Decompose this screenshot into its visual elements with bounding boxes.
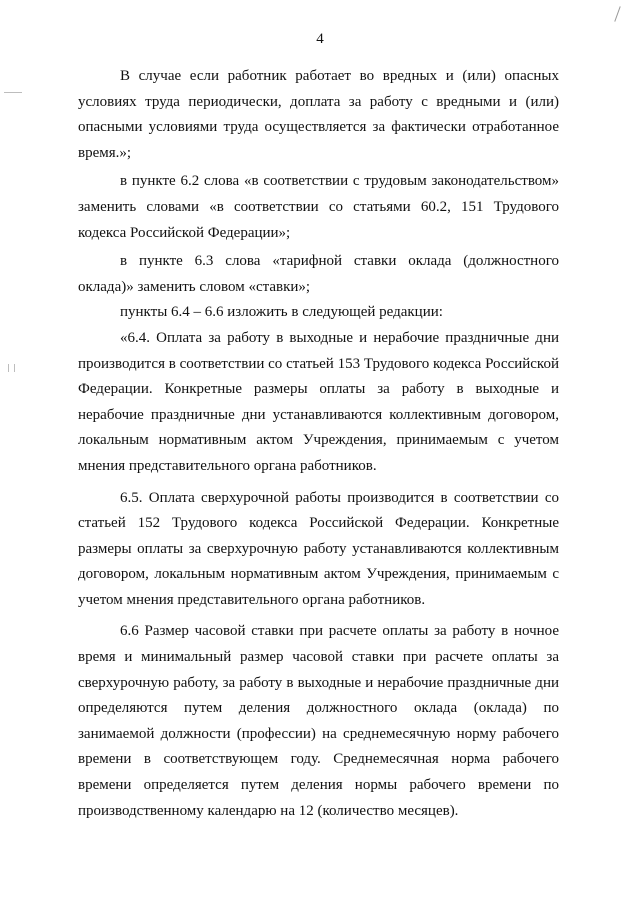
document-body — [78, 64, 559, 824]
paragraph-clause-6-6: 6.6 Размер часовой ставки при расчете оплаты за работу в ночное время и минимальный размер часовой ставки при расчете оплаты за сверхурочную работу, за работу в выходные и нерабочие праздничные дни определяются путем деления должностного оклада (оклада) по занимаемой должности (профессии) на среднемесячную норму рабочего времени в соответствующем году. Среднемесячная норма рабочего времени определяется путем деления нормы рабочего времени по производственному календарю на 12 (количество месяцев). — [78, 623, 559, 819]
page-number: 4 — [316, 31, 324, 47]
paragraph-clause-6-4: «6.4. Оплата за работу в выходные и нерабочие праздничные дни производится в соответствии со статьей 153 Трудового кодекса Российской Федерации. Конкретные размеры оплаты за работу в выходные и нерабочие праздничные дни устанавливаются коллективным договором, локальным нормативным актом Учреждения, принимаемым с учетом мнения представительного органа работников. — [78, 329, 559, 474]
scan-artifact — [4, 92, 22, 93]
paragraph-clause-6-5: 6.5. Оплата сверхурочной работы производится в соответствии со статьей 152 Трудового кодекса Российской Федерации. Конкретные размеры оплаты за сверхурочную работу устанавливаются коллективным договором, локальным нормативным актом Учреждения, принимаемым с учетом мнения представительного органа работников. — [78, 489, 559, 608]
scan-artifact — [8, 364, 9, 372]
paragraph-clauses-6-4-6-6-intro: пункты 6.4 – 6.6 изложить в следующей редакции: — [120, 304, 443, 321]
paragraph-hazardous-conditions: В случае если работник работает во вредных и (или) опасных условиях труда периодически, доплата за работу с вредными и (или) опасными условиями труда осуществляется за фактически отработанное время.»; — [78, 68, 559, 161]
paragraph-clause-6-3: в пункте 6.3 слова «тарифной ставки оклада (должностного оклада)» заменить словом «ставки»; — [78, 253, 559, 295]
paragraph-clause-6-2: в пункте 6.2 слова «в соответствии с трудовым законодательством» заменить словами «в соответствии со статьями 60.2, 151 Трудового кодекса Российской Федерации»; — [78, 173, 559, 241]
scan-artifact — [14, 364, 15, 372]
scan-artifact — [614, 6, 620, 21]
